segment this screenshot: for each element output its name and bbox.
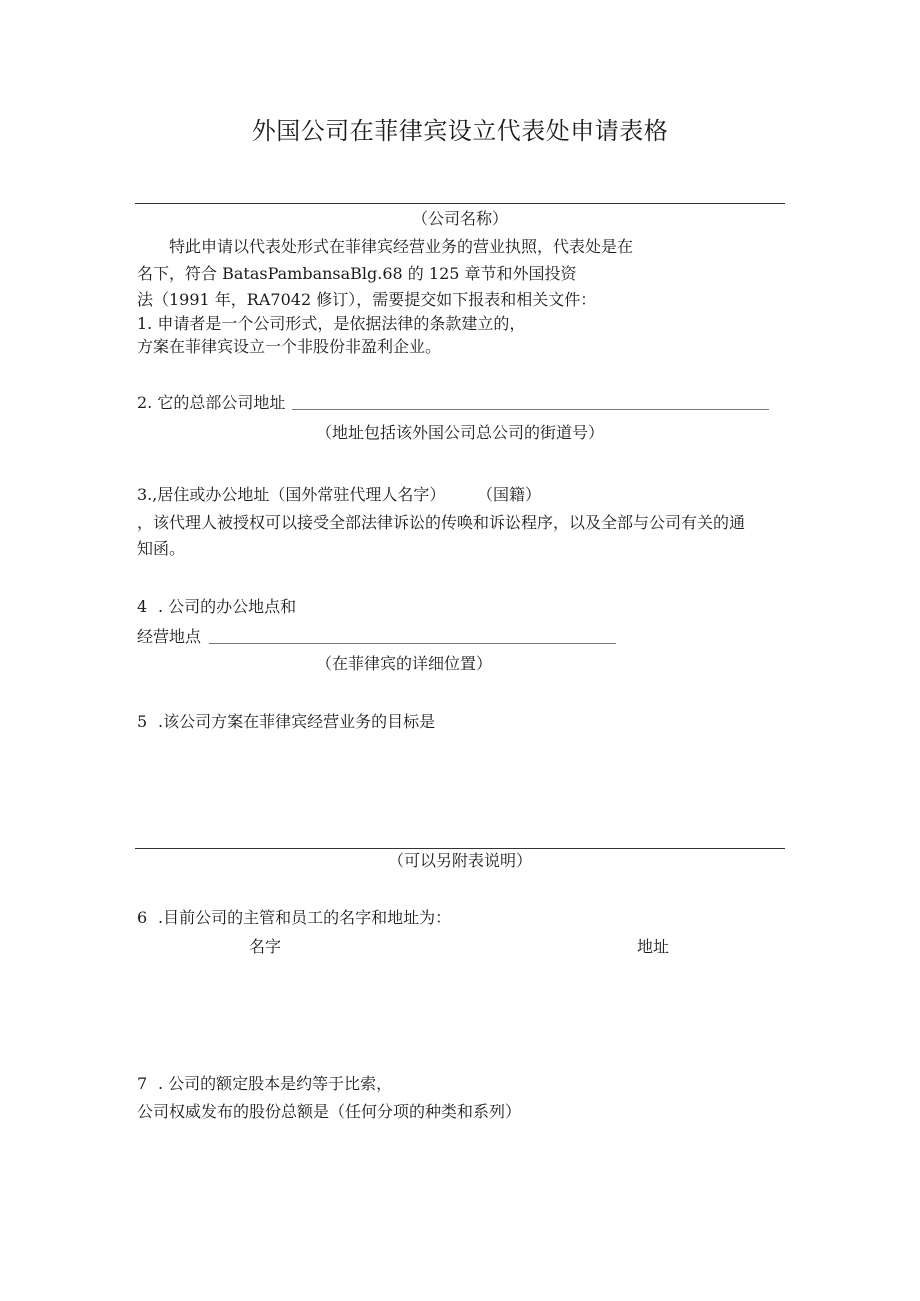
item-3-line-2: ，该代理人被授权可以接受全部法律诉讼的传唤和诉讼程序，以及全部与公司有关的通 xyxy=(137,513,746,532)
item-4-line-1: . 公司的办公地点和 xyxy=(158,597,297,616)
company-name-label: （公司名称） xyxy=(411,209,508,228)
item-2-note: （地址包括该外国公司总公司的街道号） xyxy=(315,423,604,442)
column-name-header: 名字 xyxy=(249,937,282,956)
business-location-field[interactable] xyxy=(209,643,616,644)
item-5-number: 5 xyxy=(137,712,148,731)
intro-line-1: 特此申请以代表处形式在菲律宾经营业务的营业执照，代表处是在 xyxy=(169,237,634,256)
item-5-label: .该公司方案在菲律宾经营业务的目标是 xyxy=(158,712,436,731)
item-3-line-1a: 3.,居住或办公地址（国外常驻代理人名字） xyxy=(137,485,446,504)
item-1-line-1: 1. 申请者是一个公司形式，是依据法律的条款建立的， xyxy=(137,314,526,333)
item-6-label: .目前公司的主管和员工的名字和地址为： xyxy=(158,908,452,927)
item-4-number: 4 xyxy=(137,597,148,616)
item-7-line-1: . 公司的额定股本是约等于比索， xyxy=(158,1074,393,1093)
item-2-label: 2. 它的总部公司地址 xyxy=(137,393,286,412)
head-office-address-field[interactable] xyxy=(292,409,769,410)
page-title: 外国公司在菲律宾设立代表处申请表格 xyxy=(251,117,669,145)
item-4-note: （在菲律宾的详细位置） xyxy=(316,654,493,673)
company-name-line[interactable] xyxy=(135,203,785,204)
item-7-line-2: 公司权威发布的股份总额是（任何分项的种类和系列） xyxy=(137,1102,522,1121)
item-7-number: 7 xyxy=(137,1074,148,1093)
intro-line-3: 法（1991 年，RA7042 修订），需要提交如下报表和相关文件： xyxy=(137,290,597,309)
column-address-header: 地址 xyxy=(637,937,670,956)
item-4-line-2: 经营地点 xyxy=(137,627,202,646)
item-3-line-1b: （国籍） xyxy=(477,485,542,504)
item-3-line-3: 知函。 xyxy=(137,539,186,558)
business-objective-field[interactable] xyxy=(135,848,785,849)
item-1-line-2: 方案在菲律宾设立一个非股份非盈利企业。 xyxy=(137,337,442,356)
item-6-number: 6 xyxy=(137,908,148,927)
item-5-note: （可以另附表说明） xyxy=(387,851,532,870)
intro-line-2: 名下，符合 BatasPambansaBlg.68 的 125 章节和外国投资 xyxy=(137,264,577,283)
